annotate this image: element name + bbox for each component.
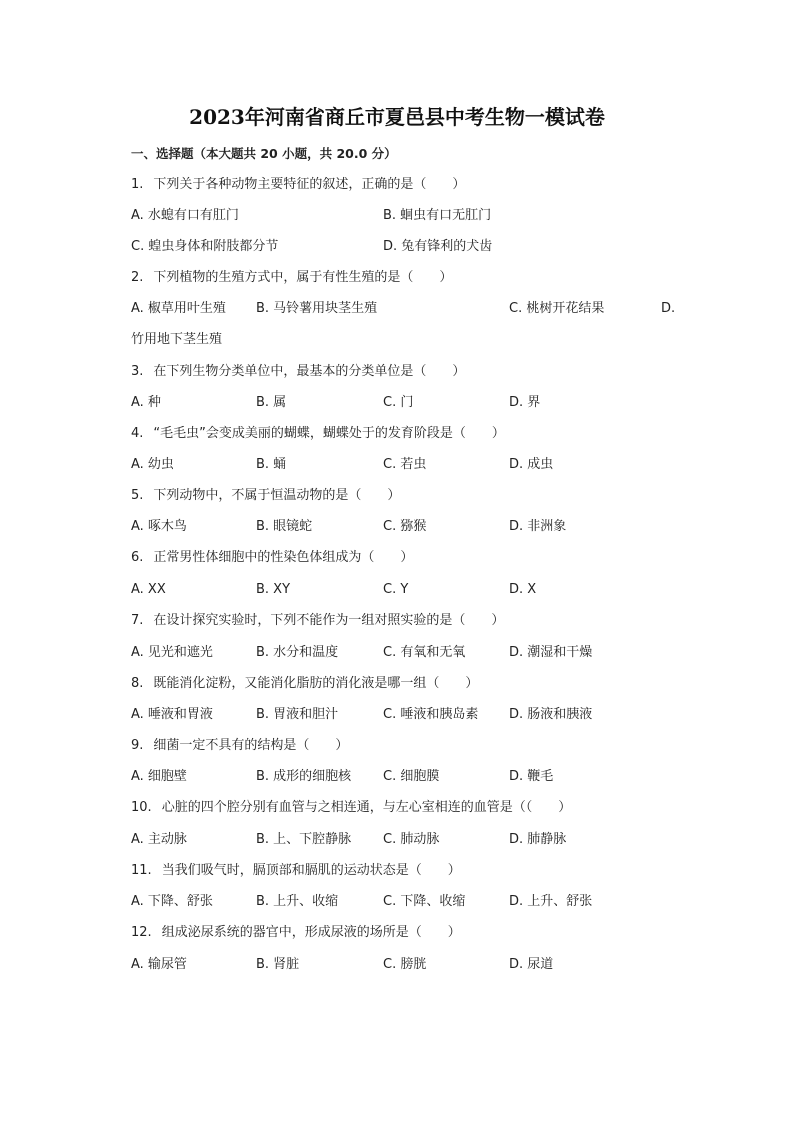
option-d: D. 非洲象 [509, 519, 567, 534]
question-1 [131, 175, 465, 195]
question-number: 12. [131, 925, 152, 940]
question-number: 6. [131, 550, 144, 565]
question-number: 3. [131, 364, 144, 379]
option-c: C. 桃树开花结果 [509, 301, 605, 316]
option-c: C. 肺动脉 [383, 832, 440, 847]
option-a: A. 幼虫 [131, 457, 174, 472]
question-number: 10. [131, 800, 152, 815]
option-c: C. Y [383, 582, 409, 597]
option-c: C. 唾液和胰岛素 [383, 707, 479, 722]
question-number: 11. [131, 863, 152, 878]
option-a: A. 啄木鸟 [131, 519, 187, 534]
option-d: D. 界 [509, 395, 541, 410]
option-b: B. 上升、收缩 [256, 894, 339, 909]
option-a: A. 下降、舒张 [131, 894, 213, 909]
option-b: B. 蛹 [256, 457, 287, 472]
option-d: D. X [509, 582, 537, 597]
question-number: 2. [131, 270, 144, 285]
question-11 [131, 861, 461, 881]
option-c: C. 膀胱 [383, 957, 427, 972]
option-c: C. 下降、收缩 [383, 894, 466, 909]
option-c: C. 有氧和无氧 [383, 645, 466, 660]
option-d: D. 肺静脉 [509, 832, 567, 847]
question-text: 下列关于各种动物主要特征的叙述，正确的是（ ） [153, 177, 466, 192]
question-8 [131, 674, 478, 694]
option-a: A. 主动脉 [131, 832, 187, 847]
option-b: B. 属 [256, 395, 287, 410]
question-6 [131, 548, 413, 568]
option-a: A. 唾液和胃液 [131, 707, 213, 722]
question-2 [131, 268, 452, 288]
question-text: 正常男性体细胞中的性染色体组成为（ ） [153, 550, 414, 565]
option-a: A. 水螅有口有肛门 [131, 208, 239, 223]
option-c: C. 门 [383, 395, 414, 410]
option-d: D. 肠液和胰液 [509, 707, 593, 722]
question-text: 在下列生物分类单位中，最基本的分类单位是（ ） [153, 364, 466, 379]
question-number: 5. [131, 488, 144, 503]
option-c: C. 蝗虫身体和附肢都分节 [131, 239, 279, 254]
section-heading: 一、选择题（本大题共 20 小题，共 20.0 分） [131, 146, 397, 161]
option-a: A. 椒草用叶生殖 [131, 301, 226, 316]
page-title: 2023年河南省商丘市夏邑县中考生物一模试卷 [189, 105, 605, 129]
option-d: D. 尿道 [509, 957, 554, 972]
option-d: D. 成虫 [509, 457, 554, 472]
option-b: B. 眼镜蛇 [256, 519, 313, 534]
option-a: A. XX [131, 582, 166, 597]
question-number: 8. [131, 676, 144, 691]
option-a: A. 细胞壁 [131, 769, 187, 784]
question-number: 7. [131, 613, 144, 628]
question-number: 4. [131, 426, 144, 441]
option-a: A. 种 [131, 395, 161, 410]
question-text: 既能消化淀粉，又能消化脂肪的消化液是哪一组（ ） [153, 676, 479, 691]
question-5 [131, 486, 400, 506]
option-b: B. 水分和温度 [256, 645, 339, 660]
question-text: 当我们吸气时，膈顶部和膈肌的运动状态是（ ） [161, 863, 461, 878]
question-text: 心脏的四个腔分别有血管与之相连通，与左心室相连的血管是（（ ） [161, 800, 572, 815]
question-number: 1. [131, 177, 144, 192]
option-c: C. 细胞膜 [383, 769, 440, 784]
question-text: 在设计探究实验时，下列不能作为一组对照实验的是（ ） [153, 613, 505, 628]
option-b: B. 胃液和胆汁 [256, 707, 339, 722]
option-d: D. [661, 301, 676, 316]
option-d: D. 鞭毛 [509, 769, 554, 784]
option-c: C. 猕猴 [383, 519, 427, 534]
question-3 [131, 362, 465, 382]
question-4 [131, 424, 505, 444]
question-9 [131, 736, 348, 756]
question-7 [131, 611, 504, 631]
option-a: A. 见光和遮光 [131, 645, 213, 660]
question-text: 组成泌尿系统的器官中，形成尿液的场所是（ ） [161, 925, 461, 940]
option-a: A. 输尿管 [131, 957, 187, 972]
option-b: B. 上、下腔静脉 [256, 832, 352, 847]
option-d-text: 竹用地下茎生殖 [131, 332, 223, 347]
question-12 [131, 923, 461, 943]
option-b: B. 马铃薯用块茎生殖 [256, 301, 378, 316]
question-text: 细菌一定不具有的结构是（ ） [153, 738, 349, 753]
option-c: C. 若虫 [383, 457, 427, 472]
option-b: B. 蛔虫有口无肛门 [383, 208, 492, 223]
question-text: “毛毛虫”会变成美丽的蝴蝶，蝴蝶处于的发育阶段是（ ） [153, 426, 505, 441]
option-b: B. 成形的细胞核 [256, 769, 352, 784]
question-number: 9. [131, 738, 144, 753]
option-d: D. 潮湿和干燥 [509, 645, 593, 660]
option-d: D. 上升、舒张 [509, 894, 593, 909]
option-b: B. XY [256, 582, 291, 597]
option-d: D. 兔有锋利的犬齿 [383, 239, 493, 254]
question-10 [131, 798, 571, 818]
question-text: 下列植物的生殖方式中，属于有性生殖的是（ ） [153, 270, 453, 285]
question-text: 下列动物中，不属于恒温动物的是（ ） [153, 488, 401, 503]
option-b: B. 肾脏 [256, 957, 300, 972]
option-continuation [131, 330, 222, 350]
